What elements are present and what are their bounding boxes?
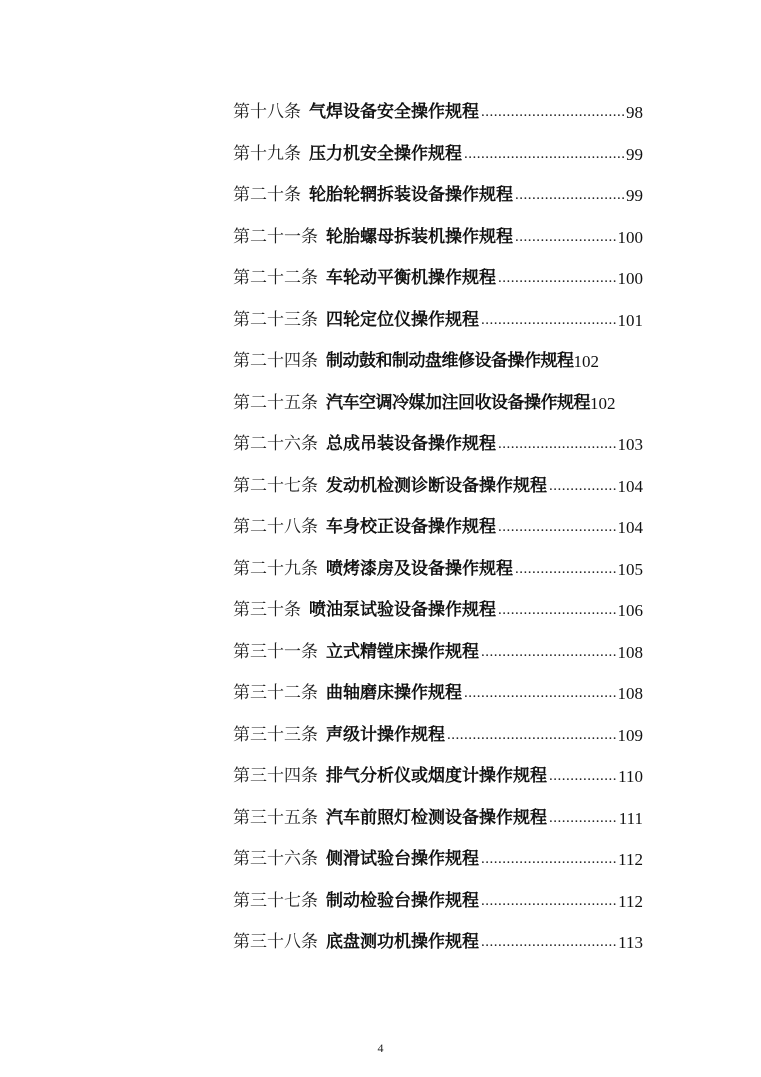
toc-page-number: 112 (618, 850, 643, 870)
toc-entry-title[interactable]: 喷烤漆房及设备操作规程 (326, 558, 513, 579)
toc-entry-title[interactable]: 制动鼓和制动盘维修设备操作规程 (326, 351, 574, 372)
toc-article-number: 第三十三条 (233, 724, 318, 745)
toc-dot-leader (498, 437, 616, 452)
toc-page-number: 102 (573, 352, 599, 372)
toc-article-number: 第三十条 (233, 600, 301, 621)
toc-entry-title[interactable]: 汽车前照灯检测设备操作规程 (326, 807, 547, 828)
toc-entry[interactable] (233, 922, 663, 964)
toc-entry-title[interactable]: 侧滑试验台操作规程 (326, 849, 479, 870)
toc-dot-leader (481, 645, 616, 660)
toc-entry-title[interactable]: 喷油泵试验设备操作规程 (309, 600, 496, 621)
toc-page-number: 108 (617, 642, 643, 662)
toc-entry-title[interactable]: 四轮定位仪操作规程 (326, 309, 479, 330)
toc-page-number: 108 (617, 684, 643, 704)
toc-page-number: 110 (618, 767, 643, 787)
toc-article-number: 第三十七条 (233, 890, 318, 911)
toc-entry-title[interactable]: 发动机检测诊断设备操作规程 (326, 475, 547, 496)
toc-page-number: 105 (617, 559, 643, 579)
toc-dot-leader (549, 479, 616, 494)
toc-page-number: 111 (618, 808, 643, 828)
toc-page-number: 106 (617, 601, 643, 621)
toc-entry[interactable] (233, 175, 663, 217)
toc-dot-leader (498, 520, 616, 535)
toc-article-number: 第三十二条 (233, 683, 318, 704)
toc-entry[interactable] (233, 507, 663, 549)
toc-entry[interactable] (233, 632, 663, 674)
toc-article-number: 第二十二条 (233, 268, 318, 289)
toc-entry[interactable] (233, 300, 663, 342)
toc-entry[interactable] (233, 383, 663, 425)
page-number: 4 (377, 1041, 384, 1055)
toc-article-number: 第三十八条 (233, 932, 318, 953)
toc-entry[interactable] (233, 424, 663, 466)
toc-entry-title[interactable]: 轮胎螺母拆装机操作规程 (326, 226, 513, 247)
toc-dot-leader (481, 935, 616, 950)
toc-page-number: 102 (590, 393, 616, 413)
toc-article-number: 第三十一条 (233, 641, 318, 662)
toc-entry-title[interactable]: 汽车空调冷媒加注回收设备操作规程 (326, 392, 590, 413)
toc-entry[interactable] (233, 715, 663, 757)
toc-dot-leader (464, 147, 624, 162)
toc-page-number: 100 (617, 227, 643, 247)
toc-article-number: 第二十九条 (233, 558, 318, 579)
toc-entry-title[interactable]: 曲轴磨床操作规程 (326, 683, 462, 704)
toc-entry-title[interactable]: 车身校正设备操作规程 (326, 517, 496, 538)
toc-entry-title[interactable]: 制动检验台操作规程 (326, 890, 479, 911)
toc-entry-title[interactable]: 气焊设备安全操作规程 (309, 102, 479, 123)
toc-page-number: 103 (617, 435, 643, 455)
toc-page-number: 109 (617, 725, 643, 745)
toc-entry[interactable] (233, 217, 663, 259)
toc-dot-leader (515, 562, 616, 577)
toc-entry-title[interactable]: 总成吊装设备操作规程 (326, 434, 496, 455)
toc-dot-leader (549, 811, 617, 826)
toc-page-number: 104 (617, 476, 643, 496)
toc-entry-title[interactable]: 声级计操作规程 (326, 724, 445, 745)
toc-page-number: 99 (626, 186, 643, 206)
toc-dot-leader (481, 313, 616, 328)
toc-article-number: 第二十七条 (233, 475, 318, 496)
toc-entry[interactable] (233, 92, 663, 134)
toc-entry[interactable] (233, 590, 663, 632)
toc-page-number: 104 (617, 518, 643, 538)
toc-article-number: 第三十四条 (233, 766, 318, 787)
toc-entry-title[interactable]: 排气分析仪或烟度计操作规程 (326, 766, 547, 787)
toc-entry[interactable] (233, 798, 663, 840)
toc-article-number: 第二十五条 (233, 392, 318, 413)
toc-entry[interactable] (233, 341, 663, 383)
toc-page-number: 99 (626, 144, 643, 164)
toc-entry-title[interactable]: 底盘测功机操作规程 (326, 932, 479, 953)
toc-page-number: 112 (618, 891, 643, 911)
toc-dot-leader (498, 603, 616, 618)
toc-article-number: 第二十四条 (233, 351, 318, 372)
toc-page-number: 98 (626, 103, 643, 123)
toc-page-number: 113 (618, 933, 643, 953)
toc-entry[interactable] (233, 466, 663, 508)
toc-article-number: 第三十六条 (233, 849, 318, 870)
toc-dot-leader (464, 686, 616, 701)
toc-article-number: 第二十三条 (233, 309, 318, 330)
table-of-contents (233, 92, 663, 964)
toc-entry[interactable] (233, 134, 663, 176)
toc-page-number: 101 (617, 310, 643, 330)
toc-entry-title[interactable]: 轮胎轮辋拆装设备操作规程 (309, 185, 513, 206)
toc-article-number: 第二十六条 (233, 434, 318, 455)
toc-dot-leader (481, 894, 616, 909)
toc-article-number: 第二十一条 (233, 226, 318, 247)
toc-entry[interactable] (233, 258, 663, 300)
toc-entry-title[interactable]: 车轮动平衡机操作规程 (326, 268, 496, 289)
toc-entry[interactable] (233, 839, 663, 881)
toc-dot-leader (481, 105, 624, 120)
toc-entry[interactable] (233, 673, 663, 715)
toc-article-number: 第三十五条 (233, 807, 318, 828)
toc-dot-leader (498, 271, 616, 286)
toc-entry[interactable] (233, 881, 663, 923)
toc-article-number: 第二十条 (233, 185, 301, 206)
toc-entry[interactable] (233, 756, 663, 798)
toc-dot-leader (549, 769, 616, 784)
toc-entry-title[interactable]: 立式精镗床操作规程 (326, 641, 479, 662)
toc-page-number: 100 (617, 269, 643, 289)
toc-entry-title[interactable]: 压力机安全操作规程 (309, 143, 462, 164)
toc-entry[interactable] (233, 549, 663, 591)
toc-dot-leader (447, 728, 616, 743)
toc-dot-leader (515, 230, 616, 245)
toc-article-number: 第二十八条 (233, 517, 318, 538)
toc-dot-leader (515, 188, 624, 203)
toc-dot-leader (481, 852, 616, 867)
toc-article-number: 第十八条 (233, 102, 301, 123)
toc-article-number: 第十九条 (233, 143, 301, 164)
